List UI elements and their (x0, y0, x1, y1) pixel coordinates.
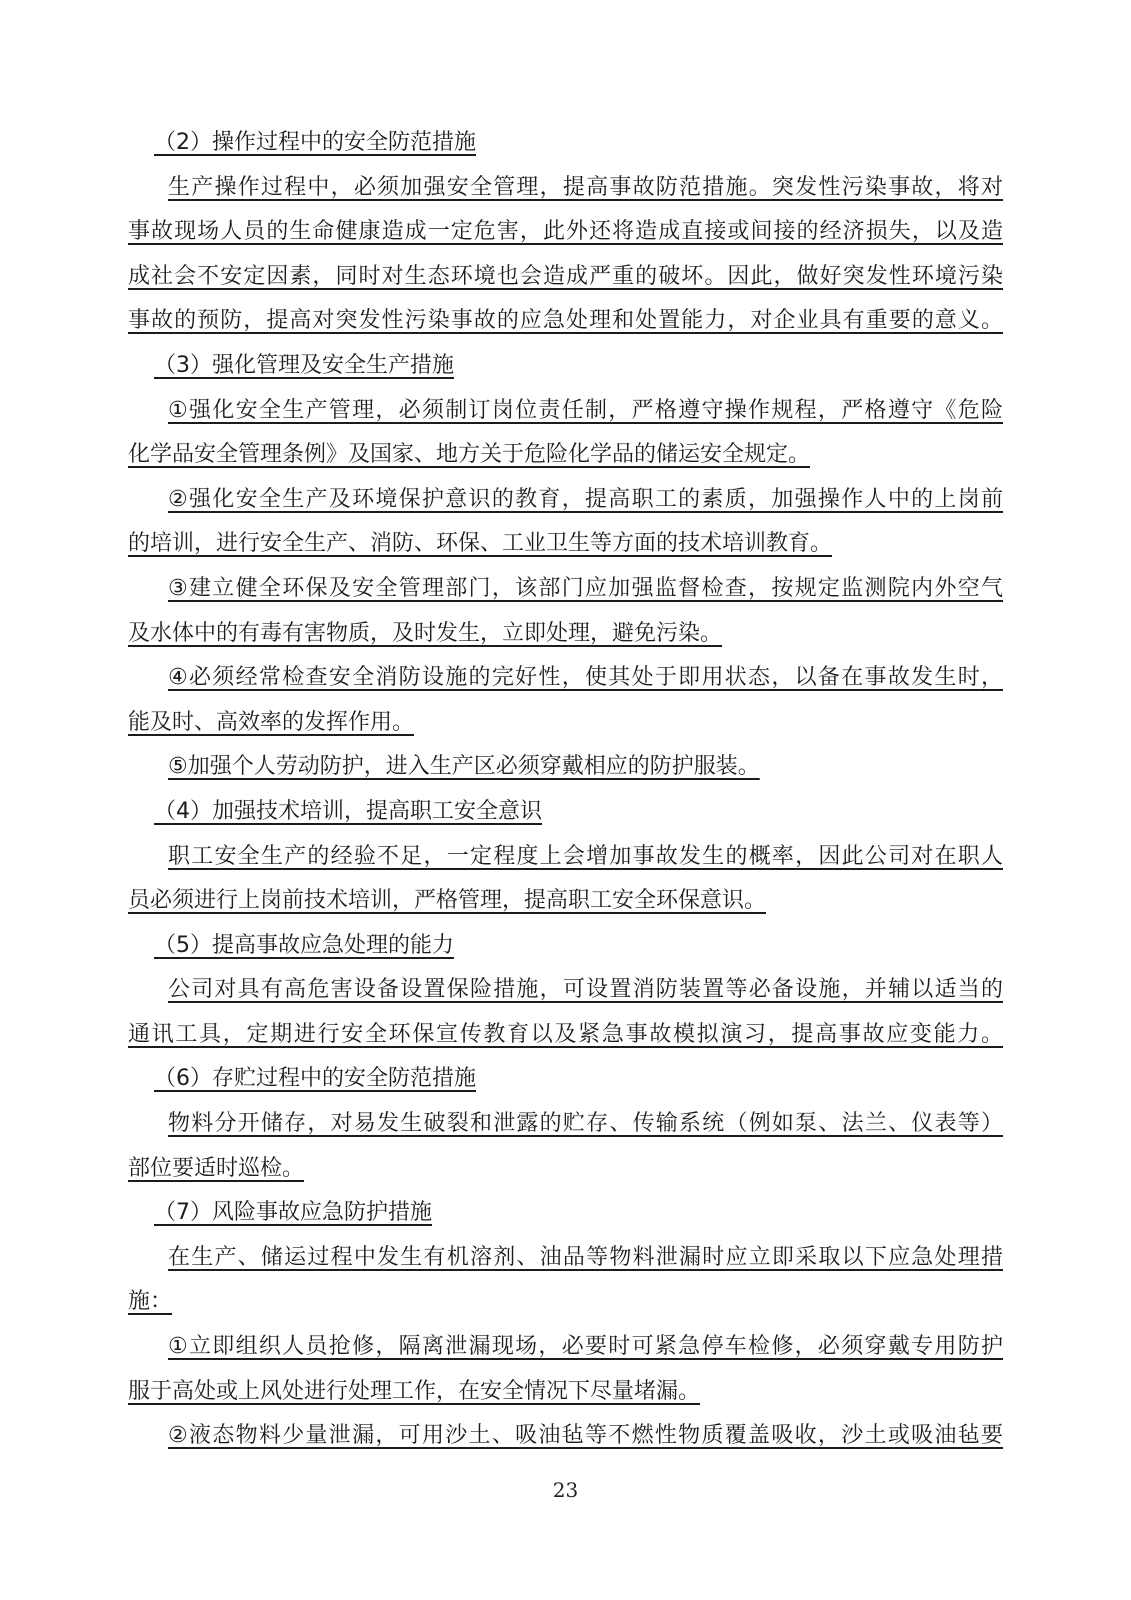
heading-line: （6）存贮过程中的安全防范措施 (154, 1066, 476, 1092)
text-line: 及水体中的有毒有害物质，及时发生，立即处理，避免污染。 (128, 620, 723, 646)
text-line: 公司对具有高危害设备设置保险措施，可设置消防装置等必备设施，并辅以适当的 (168, 977, 1003, 1003)
text-line: 职工安全生产的经验不足，一定程度上会增加事故发生的概率，因此公司对在职人 (168, 843, 1003, 869)
text-line: 化学品安全管理条例》及国家、地方关于危险化学品的储运安全规定。 (128, 442, 811, 468)
text-line: ①强化安全生产管理，必须制订岗位责任制，严格遵守操作规程，严格遵守《危险 (168, 397, 1003, 423)
text-line: 成社会不安定因素，同时对生态环境也会造成严重的破坏。因此，做好突发性环境污染 (128, 263, 1003, 289)
text-line: ③建立健全环保及安全管理部门，该部门应加强监督检查，按规定监测院内外空气 (168, 575, 1003, 601)
text-line: 生产操作过程中，必须加强安全管理，提高事故防范措施。突发性污染事故，将对 (168, 174, 1003, 200)
heading-line: （2）操作过程中的安全防范措施 (154, 130, 476, 155)
text-line: 部位要适时巡检。 (128, 1155, 305, 1181)
text-line: 物料分开储存，对易发生破裂和泄露的贮存、传输系统（例如泵、法兰、仪表等） (168, 1111, 1003, 1137)
heading-line: （7）风险事故应急防护措施 (154, 1200, 432, 1226)
page-number: 23 (552, 1478, 579, 1502)
text-line: ④必须经常检查安全消防设施的完好性，使其处于即用状态，以备在事故发生时， (168, 665, 1003, 691)
heading-line: （3）强化管理及安全生产措施 (154, 352, 454, 378)
text-line: 的培训，进行安全生产、消防、环保、工业卫生等方面的技术培训教育。 (128, 531, 833, 557)
text-line: 事故现场人员的生命健康造成一定危害，此外还将造成直接或间接的经济损失，以及造 (128, 219, 1003, 245)
document-text-block (128, 121, 1003, 1459)
text-line: 服于高处或上风处进行处理工作，在安全情况下尽量堵漏。 (128, 1378, 701, 1404)
heading-line: （4）加强技术培训，提高职工安全意识 (154, 798, 542, 824)
text-line: 在生产、储运过程中发生有机溶剂、油品等物料泄漏时应立即采取以下应急处理措 (168, 1244, 1003, 1270)
text-line: ②强化安全生产及环境保护意识的教育，提高职工的素质，加强操作人中的上岗前 (168, 486, 1003, 512)
text-line: 能及时、高效率的发挥作用。 (128, 709, 415, 735)
heading-line: （5）提高事故应急处理的能力 (154, 932, 454, 958)
text-line: 事故的预防，提高对突发性污染事故的应急处理和处置能力，对企业具有重要的意义。 (128, 308, 1003, 334)
text-line: 施： (128, 1289, 173, 1315)
text-line: 通讯工具，定期进行安全环保宣传教育以及紧急事故模拟演习，提高事故应变能力。 (128, 1021, 1003, 1047)
text-line: ②液态物料少量泄漏，可用沙土、吸油毡等不燃性物质覆盖吸收，沙土或吸油毡要 (168, 1423, 1003, 1449)
text-line: ①立即组织人员抢修，隔离泄漏现场，必要时可紧急停车检修，必须穿戴专用防护 (168, 1334, 1003, 1360)
text-line: ⑤加强个人劳动防护，进入生产区必须穿戴相应的防护服装。 (168, 754, 760, 780)
text-line: 员必须进行上岗前技术培训，严格管理，提高职工安全环保意识。 (128, 888, 767, 914)
